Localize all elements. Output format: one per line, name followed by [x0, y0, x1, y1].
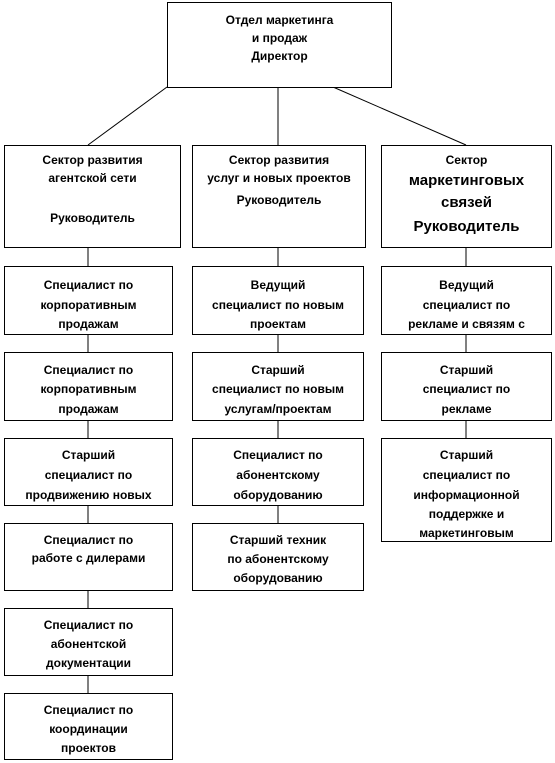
sector-agent-network-line2: агентской сети: [48, 171, 137, 185]
sector-services-projects-line1: Сектор развития: [228, 153, 330, 167]
connector-top-sector3: [333, 87, 466, 145]
sector-agent-network-head: Руководитель: [50, 211, 135, 225]
department-director: Директор: [251, 49, 308, 63]
col2-box-4-line1: Старший техник: [229, 533, 327, 547]
col1-box-2-line3: продажам: [58, 402, 119, 416]
col1-box-1: [4, 266, 173, 335]
col1-box-4: [4, 523, 173, 591]
col3-box-3: [381, 438, 552, 542]
col1-box-1-line2: корпоративным: [40, 298, 137, 312]
sector-services-projects-box: [192, 145, 366, 248]
col3-box-2-line1: Старший: [439, 363, 494, 377]
col3-box-1-line1: Ведущий: [439, 278, 494, 292]
sector-marketing-comms-box: [381, 145, 552, 248]
col3-box-3-line1: Старший: [439, 448, 494, 462]
col3-box-1-line3: рекламе и связям с: [408, 317, 525, 331]
col3-box-3-line5: маркетинговым: [419, 526, 514, 540]
sector-services-projects-head: Руководитель: [236, 193, 322, 207]
col2-box-4: [192, 523, 364, 591]
department-title-line1: Отдел маркетинга: [225, 13, 334, 27]
sector-marketing-comms-line2: маркетинговых: [408, 172, 525, 189]
col3-box-3-line3: информационной: [413, 488, 520, 502]
col1-box-5-line1: Специалист по: [43, 618, 134, 632]
col1-box-3-line3: продвижению новых: [25, 488, 152, 502]
col2-box-3-line1: Специалист по: [233, 448, 323, 462]
col1-box-3-line1: Старший: [61, 448, 116, 462]
col1-box-5-line3: документации: [46, 656, 131, 670]
sector-agent-network-box: [4, 145, 181, 248]
col1-box-1-line1: Специалист по: [43, 278, 134, 292]
connector-top-sector1: [88, 87, 167, 145]
col2-box-4-line2: по абонентскому: [227, 552, 329, 566]
col3-box-2: [381, 352, 552, 421]
col3-box-1: [381, 266, 552, 335]
col2-box-1-line1: Ведущий: [250, 278, 306, 292]
col1-box-2-line2: корпоративным: [40, 382, 137, 396]
sector-marketing-comms-head: Руководитель: [413, 218, 520, 235]
col2-box-4-line3: оборудованию: [233, 571, 323, 585]
col1-box-6: [4, 693, 173, 760]
col2-box-2-line1: Старший: [251, 363, 305, 377]
col2-box-1-line2: специалист по новым: [212, 298, 344, 312]
col2-box-3-line2: абонентскому: [236, 468, 320, 482]
col2-box-3: [192, 438, 364, 506]
col3-box-2-line3: рекламе: [441, 402, 492, 416]
sector-marketing-comms-line3: связей: [441, 194, 492, 211]
col2-box-2: [192, 352, 364, 421]
sector-agent-network-line1: Сектор развития: [42, 153, 143, 167]
col3-box-3-line4: поддержке и: [428, 507, 505, 521]
col3-box-1-line2: специалист по: [422, 298, 511, 312]
sector-services-projects-line2: услуг и новых проектов: [207, 171, 351, 185]
col1-box-3: [4, 438, 173, 506]
col1-box-3-line2: специалист по: [44, 468, 133, 482]
col1-box-4-line2: работе с дилерами: [31, 551, 146, 565]
col2-box-1-line3: проектам: [249, 317, 306, 331]
col1-box-4-line1: Специалист по: [43, 533, 134, 547]
col2-box-1: [192, 266, 364, 335]
col1-box-2: [4, 352, 173, 421]
col1-box-6-line2: координации: [49, 722, 128, 736]
col2-box-2-line2: специалист по новым: [212, 382, 344, 396]
col1-box-6-line1: Специалист по: [43, 703, 134, 717]
col3-box-2-line2: специалист по: [422, 382, 511, 396]
col3-box-3-line2: специалист по: [422, 468, 511, 482]
department-head-box: [167, 2, 392, 88]
col1-box-2-line1: Специалист по: [43, 363, 134, 377]
col1-box-5: [4, 608, 173, 676]
col2-box-3-line3: оборудованию: [233, 488, 323, 502]
department-title-line2: и продаж: [251, 31, 308, 45]
col1-box-1-line3: продажам: [58, 317, 119, 331]
col1-box-5-line2: абонентской: [50, 637, 127, 651]
col2-box-2-line3: услугам/проектам: [224, 402, 332, 416]
sector-marketing-comms-line1: Сектор: [445, 153, 488, 167]
col1-box-6-line3: проектов: [60, 741, 116, 755]
